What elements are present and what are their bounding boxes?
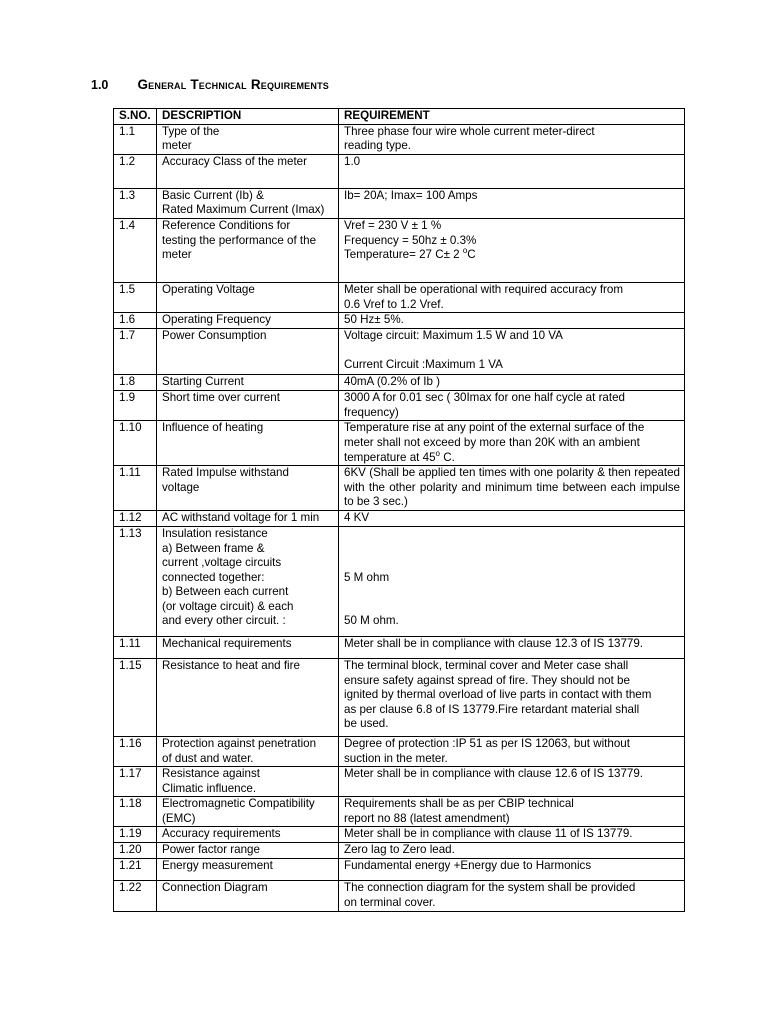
row-requirement xyxy=(339,636,685,658)
row-description: Basic Current (Ib) & Rated Maximum Current (Imax) xyxy=(157,188,339,218)
table-row xyxy=(114,329,685,375)
row-description: Operating Voltage xyxy=(157,282,339,312)
requirement-text: Three phase four wire whole current meter-direct reading type. xyxy=(344,124,595,153)
requirement-text: 50 Hz± 5%. xyxy=(344,313,404,327)
row-description: Starting Current xyxy=(157,375,339,391)
row-sno: 1.4 xyxy=(114,218,157,282)
row-sno: 1.16 xyxy=(114,736,157,766)
row-requirement xyxy=(339,767,685,797)
requirements-table xyxy=(113,108,685,912)
requirement-text: Meter shall be in compliance with clause 12.6 of IS 13779. xyxy=(344,767,644,781)
requirement-text: The terminal block, terminal cover and Meter case shall ensure safety against spread of fire. They should not be ignited by thermal overload of live parts in contact with them as per clause 6.8 of IS 13779.Fire retardant material shall be used. xyxy=(344,658,652,731)
table-row xyxy=(114,526,685,636)
row-requirement xyxy=(339,859,685,881)
table-row xyxy=(114,827,685,843)
row-sno: 1.7 xyxy=(114,329,157,375)
section-number: 1.0 xyxy=(91,78,109,92)
table-row xyxy=(114,767,685,797)
row-sno: 1.15 xyxy=(114,658,157,736)
requirement-text: 3000 A for 0.01 sec ( 30Imax for one half cycle at rated frequency) xyxy=(344,391,625,419)
row-requirement xyxy=(339,658,685,736)
table-header-row xyxy=(114,109,685,125)
table-row xyxy=(114,218,685,282)
table-row xyxy=(114,859,685,881)
table-row xyxy=(114,843,685,859)
row-description: Power Consumption xyxy=(157,329,339,375)
section-title: General Technical Requirements xyxy=(137,77,329,92)
header-requirement: REQUIREMENT xyxy=(339,109,685,125)
row-description: Accuracy Class of the meter xyxy=(157,154,339,188)
row-description: Resistance against Climatic influence. xyxy=(157,767,339,797)
table-row xyxy=(114,313,685,329)
table-row xyxy=(114,154,685,188)
row-requirement xyxy=(339,736,685,766)
row-requirement xyxy=(339,329,685,375)
row-sno: 1.5 xyxy=(114,282,157,312)
row-description: Rated Impulse withstand voltage xyxy=(157,466,339,511)
row-requirement xyxy=(339,797,685,827)
row-sno: 1.13 xyxy=(114,526,157,636)
requirement-text: 5 M ohm 50 M ohm. xyxy=(344,570,399,628)
table-row xyxy=(114,797,685,827)
row-requirement xyxy=(339,881,685,911)
table-row xyxy=(114,736,685,766)
row-requirement xyxy=(339,124,685,154)
requirement-text: Zero lag to Zero lead. xyxy=(344,843,455,857)
row-sno: 1.19 xyxy=(114,827,157,843)
row-requirement xyxy=(339,375,685,391)
row-description: Short time over current xyxy=(157,391,339,421)
table-row xyxy=(114,188,685,218)
row-description: Mechanical requirements xyxy=(157,636,339,658)
row-requirement xyxy=(339,218,685,282)
row-description: Resistance to heat and fire xyxy=(157,658,339,736)
degree-superscript: o xyxy=(462,246,468,256)
requirement-text: Fundamental energy +Energy due to Harmonics xyxy=(344,859,592,873)
requirement-text: Degree of protection :IP 51 as per IS 12063, but without suction in the meter. xyxy=(344,736,630,765)
section-heading xyxy=(91,77,329,92)
requirement-text: The connection diagram for the system shall be provided on terminal cover. xyxy=(344,881,636,910)
row-sno: 1.21 xyxy=(114,859,157,881)
row-description: Energy measurement xyxy=(157,859,339,881)
requirement-text: Ib= 20A; Imax= 100 Amps xyxy=(344,188,478,202)
row-requirement xyxy=(339,154,685,188)
row-requirement xyxy=(339,827,685,843)
table-row xyxy=(114,881,685,911)
header-sno: S.NO. xyxy=(114,109,157,125)
requirement-text: Voltage circuit: Maximum 1.5 W and 10 VA Current Circuit :Maximum 1 VA xyxy=(344,329,563,372)
row-description: Insulation resistance a) Between frame & current ,voltage circuits connected together: b) Between each current (or voltage circuit) & each and every other circuit. : xyxy=(157,526,339,636)
row-sno: 1.17 xyxy=(114,767,157,797)
row-description: Type of the meter xyxy=(157,124,339,154)
requirement-text: Meter shall be operational with required accuracy from 0.6 Vref to 1.2 Vref. xyxy=(344,282,624,311)
row-requirement xyxy=(339,421,685,466)
table-row xyxy=(114,124,685,154)
requirement-text: Requirements shall be as per CBIP technical report no 88 (latest amendment) xyxy=(344,797,574,825)
row-description: AC withstand voltage for 1 min xyxy=(157,510,339,526)
row-description: Accuracy requirements xyxy=(157,827,339,843)
row-sno: 1.11 xyxy=(114,636,157,658)
table-row xyxy=(114,636,685,658)
table-row xyxy=(114,466,685,511)
row-requirement xyxy=(339,526,685,636)
row-sno: 1.18 xyxy=(114,797,157,827)
row-sno: 1.2 xyxy=(114,154,157,188)
requirement-text: Meter shall be in compliance with clause 11 of IS 13779. xyxy=(344,827,633,841)
row-sno: 1.10 xyxy=(114,421,157,466)
requirement-text-tail: temperature at 45 xyxy=(344,450,436,464)
row-sno: 1.8 xyxy=(114,375,157,391)
requirement-text: 1.0 xyxy=(344,154,361,168)
table-row xyxy=(114,282,685,312)
table-row xyxy=(114,658,685,736)
requirement-text: Vref = 230 V ± 1 % Frequency = 50hz ± 0.3% xyxy=(344,218,477,247)
requirement-text: 6KV (Shall be applied ten times with one polarity & then repeated with the other polarity and minimum time between each impulse to be 3 sec.) xyxy=(344,466,680,509)
row-sno: 1.9 xyxy=(114,391,157,421)
row-description: Operating Frequency xyxy=(157,313,339,329)
row-description: Protection against penetration of dust and water. xyxy=(157,736,339,766)
row-description: Electromagnetic Compatibility (EMC) xyxy=(157,797,339,827)
table-row xyxy=(114,510,685,526)
row-description: Influence of heating xyxy=(157,421,339,466)
row-requirement xyxy=(339,466,685,511)
requirement-text-tail: Temperature= 27 C± 2 xyxy=(344,248,463,262)
row-description: Reference Conditions for testing the performance of the meter xyxy=(157,218,339,282)
row-requirement xyxy=(339,843,685,859)
row-requirement xyxy=(339,313,685,329)
row-sno: 1.22 xyxy=(114,881,157,911)
row-requirement xyxy=(339,188,685,218)
row-sno: 1.20 xyxy=(114,843,157,859)
requirement-text: 40mA (0.2% of Ib ) xyxy=(344,375,441,389)
row-sno: 1.12 xyxy=(114,510,157,526)
row-description: Power factor range xyxy=(157,843,339,859)
row-requirement xyxy=(339,282,685,312)
row-sno: 1.11 xyxy=(114,466,157,511)
requirement-text: Temperature rise at any point of the external surface of the meter shall not exceed by more than 20K with an ambient xyxy=(344,421,645,449)
unit-text: C xyxy=(467,248,476,262)
row-description: Connection Diagram xyxy=(157,881,339,911)
requirement-text: 4 KV xyxy=(344,510,370,524)
unit-text: C. xyxy=(439,450,455,464)
row-sno: 1.3 xyxy=(114,188,157,218)
requirement-text: Meter shall be in compliance with clause 12.3 of IS 13779. xyxy=(344,636,644,650)
row-requirement xyxy=(339,391,685,421)
table-row xyxy=(114,391,685,421)
table-row xyxy=(114,421,685,466)
row-sno: 1.6 xyxy=(114,313,157,329)
degree-superscript: o xyxy=(435,448,440,458)
row-requirement xyxy=(339,510,685,526)
table-row xyxy=(114,375,685,391)
row-sno: 1.1 xyxy=(114,124,157,154)
header-description: DESCRIPTION xyxy=(157,109,339,125)
